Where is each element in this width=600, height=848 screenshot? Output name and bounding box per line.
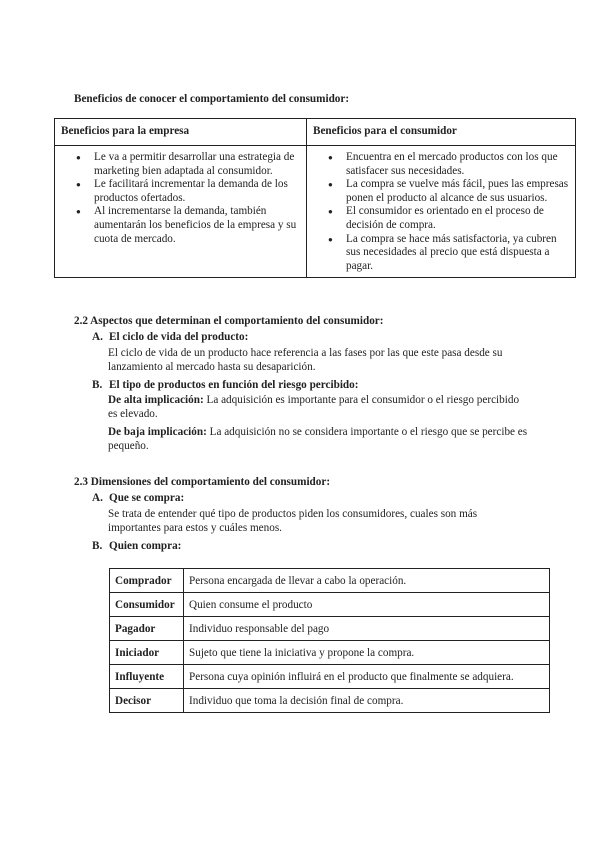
benefits-table-body-row bbox=[55, 146, 576, 278]
section-2-2-title: 2.2 Aspectos que determinan el comportamiento del consumidor: bbox=[74, 315, 384, 327]
high-involvement-label: De alta implicación: bbox=[108, 394, 204, 406]
role-name: Pagador bbox=[110, 617, 184, 641]
company-benefits-header: Beneficios para la empresa bbox=[55, 119, 307, 146]
list-item: ● El consumidor es orientado en el proceso de decisión de compra. bbox=[346, 205, 569, 232]
table-row bbox=[110, 593, 550, 617]
role-description: Persona cuya opinión influirá en el producto que finalmente se adquiera. bbox=[184, 665, 550, 689]
role-name: Decisor bbox=[110, 689, 184, 713]
item-letter: A. bbox=[92, 331, 103, 343]
high-involvement-paragraph bbox=[108, 393, 528, 421]
benefits-table-header-row bbox=[55, 119, 576, 146]
list-item: ● La compra se hace más satisfactoria, ya cubren sus necesidades al precio que está dispuesta a pagar. bbox=[346, 233, 569, 274]
high-involvement-text: La adquisición es importante para el consumidor o el riesgo percibido es elevado. bbox=[108, 394, 520, 420]
role-name: Influyente bbox=[110, 665, 184, 689]
section-2-2-item-b bbox=[92, 378, 358, 392]
low-involvement-paragraph bbox=[108, 425, 528, 453]
item-title: El tipo de productos en función del riesgo percibido: bbox=[109, 379, 359, 391]
company-benefits-cell bbox=[55, 146, 307, 278]
section-2-3-item-a bbox=[92, 491, 184, 505]
role-name: Consumidor bbox=[110, 593, 184, 617]
consumer-benefits-header: Beneficios para el consumidor bbox=[307, 119, 576, 146]
role-description: Individuo que toma la decisión final de compra. bbox=[184, 689, 550, 713]
table-row bbox=[110, 569, 550, 593]
role-description: Persona encargada de llevar a cabo la operación. bbox=[184, 569, 550, 593]
list-item: ● Le facilitará incrementar la demanda de los productos ofertados. bbox=[94, 178, 300, 205]
role-description: Individuo responsable del pago bbox=[184, 617, 550, 641]
table-row bbox=[110, 641, 550, 665]
consumer-benefits-list bbox=[313, 151, 569, 273]
table-row bbox=[110, 689, 550, 713]
item-title: El ciclo de vida del producto: bbox=[109, 331, 249, 343]
item-letter: B. bbox=[92, 379, 103, 391]
consumer-benefits-cell bbox=[307, 146, 576, 278]
section-2-3-title: 2.3 Dimensiones del comportamiento del consumidor: bbox=[74, 476, 331, 488]
item-letter: B. bbox=[92, 540, 103, 552]
role-name: Iniciador bbox=[110, 641, 184, 665]
section-2-2-item-a bbox=[92, 330, 248, 344]
benefits-table bbox=[54, 118, 576, 278]
list-item: ● Le va a permitir desarrollar una estrategia de marketing bien adaptada al consumidor. bbox=[94, 151, 300, 178]
list-item: ● Al incrementarse la demanda, también aumentarán los beneficios de la empresa y su cuota de mercado. bbox=[94, 205, 300, 246]
item-letter: A. bbox=[92, 492, 103, 504]
low-involvement-label: De baja implicación: bbox=[108, 426, 207, 438]
section-2-2-a-text: El ciclo de vida de un producto hace referencia a las fases por las que este pasa desde su lanzamiento al mercado hasta su desaparición. bbox=[108, 347, 503, 373]
role-name: Comprador bbox=[110, 569, 184, 593]
table-row bbox=[110, 665, 550, 689]
role-description: Sujeto que tiene la iniciativa y propone la compra. bbox=[184, 641, 550, 665]
item-title: Quien compra: bbox=[109, 540, 182, 552]
company-benefits-list bbox=[61, 151, 300, 246]
buyer-roles-table bbox=[109, 568, 550, 713]
benefits-heading: Beneficios de conocer el comportamiento del consumidor: bbox=[74, 93, 350, 105]
list-item: ● Encuentra en el mercado productos con los que satisfacer sus necesidades. bbox=[346, 151, 569, 178]
role-description: Quien consume el producto bbox=[184, 593, 550, 617]
list-item: ● La compra se vuelve más fácil, pues las empresas ponen el producto al alcance de sus usuarios. bbox=[346, 178, 569, 205]
item-title: Que se compra: bbox=[109, 492, 185, 504]
section-2-3-item-b bbox=[92, 539, 181, 553]
table-row bbox=[110, 617, 550, 641]
low-involvement-text: La adquisición no se considera importante o el riesgo que se percibe es pequeño. bbox=[108, 426, 528, 452]
section-2-3-a-text: Se trata de entender qué tipo de productos piden los consumidores, cuales son más importantes para estos y cuáles menos. bbox=[108, 508, 478, 534]
